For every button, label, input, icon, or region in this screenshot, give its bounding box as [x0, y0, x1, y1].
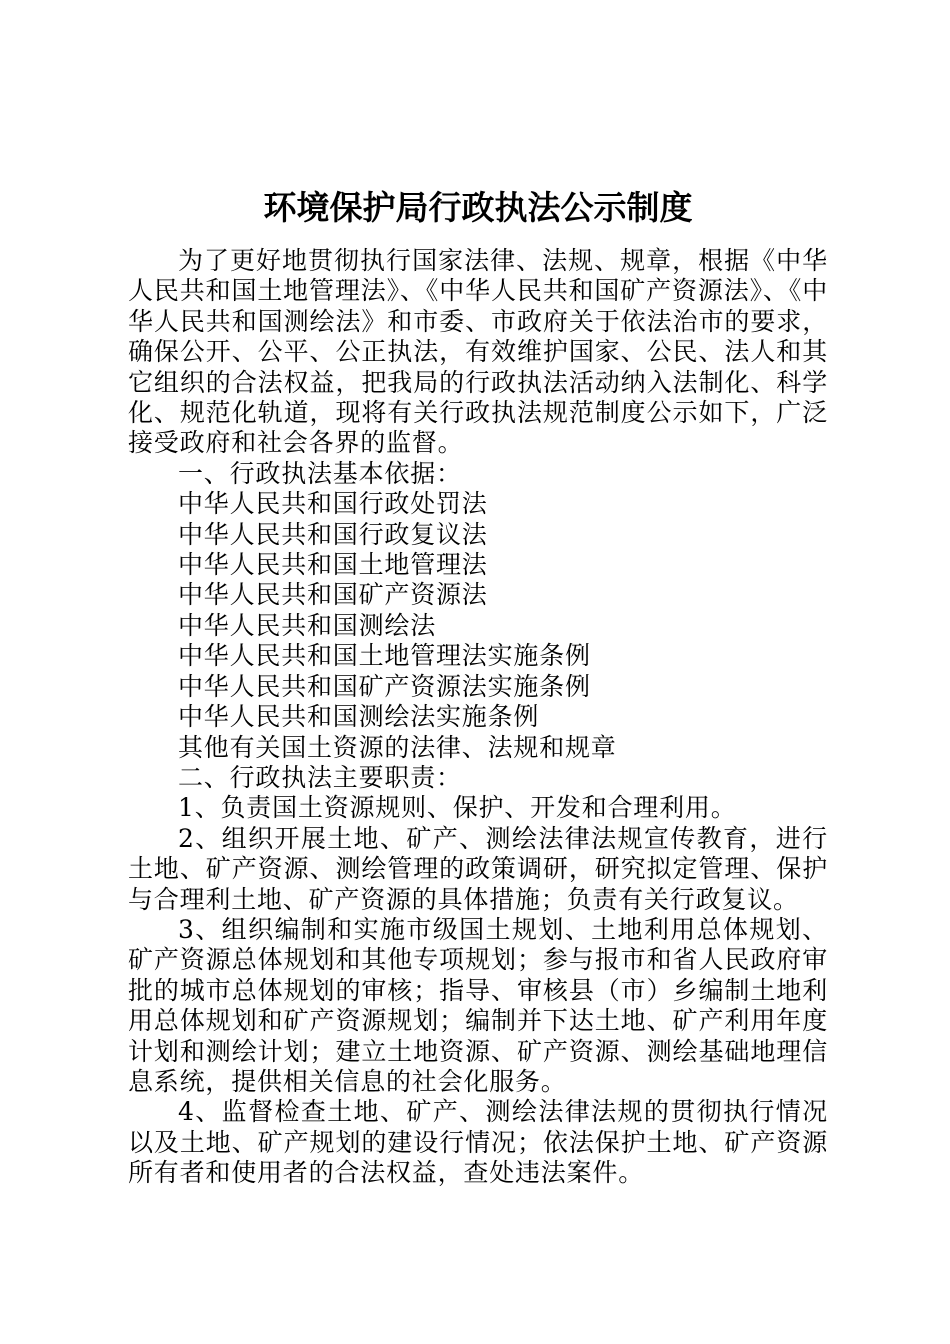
- law-item: 中华人民共和国土地管理法: [178, 550, 488, 580]
- law-item: 其他有关国土资源的法律、法规和规章: [178, 732, 617, 762]
- document-body: [128, 246, 828, 1189]
- law-item: 中华人民共和国行政处罚法: [178, 489, 488, 519]
- duty-paragraph: 3、组织编制和实施市级国土规划、土地利用总体规划、矿产资源总体规划和其他专项规划；参与报市和省人民政府审批的城市总体规划的审核；指导、审核县（市）乡编制土地利用总体规划和矿产资源规划；编制并下达土地、矿产利用年度计划和测绘计划；建立土地资源、矿产资源、测绘基础地理信息系统，提供相关信息的社会化服务。: [128, 914, 828, 1096]
- law-item: 中华人民共和国矿产资源法: [178, 580, 488, 610]
- law-item: 中华人民共和国土地管理法实施条例: [178, 641, 591, 671]
- duty-paragraph: 2、组织开展土地、矿产、测绘法律法规宣传教育，进行土地、矿产资源、测绘管理的政策调研，研究拟定管理、保护与合理利土地、矿产资源的具体措施；负责有关行政复议。: [128, 823, 828, 914]
- section-heading-duties: 二、行政执法主要职责：: [178, 762, 462, 792]
- law-item: 中华人民共和国行政复议法: [178, 519, 488, 549]
- document-page: [128, 182, 828, 1189]
- intro-paragraph: 为了更好地贯彻执行国家法律、法规、规章，根据《中华人民共和国土地管理法》、《中华人民共和国矿产资源法》、《中华人民共和国测绘法》和市委、市政府关于依法治市的要求，确保公开、公平、公正执法，有效维护国家、公民、法人和其它组织的合法权益，把我局的行政执法活动纳入法制化、科学化、规范化轨道，现将有关行政执法规范制度公示如下，广泛接受政府和社会各界的监督。: [128, 246, 828, 458]
- document-title: 环境保护局行政执法公示制度: [263, 188, 693, 227]
- duty-paragraph: 4、监督检查土地、矿产、测绘法律法规的贯彻执行情况以及土地、矿产规划的建设行情况；依法保护土地、矿产资源所有者和使用者的合法权益，查处违法案件。: [128, 1097, 828, 1188]
- duty-paragraph: 1、负责国土资源规则、保护、开发和合理利用。: [178, 793, 737, 823]
- section-heading-legal-basis: 一、行政执法基本依据：: [178, 458, 462, 488]
- law-item: 中华人民共和国测绘法: [178, 610, 437, 640]
- law-item: 中华人民共和国测绘法实施条例: [178, 702, 540, 732]
- law-item: 中华人民共和国矿产资源法实施条例: [178, 671, 591, 701]
